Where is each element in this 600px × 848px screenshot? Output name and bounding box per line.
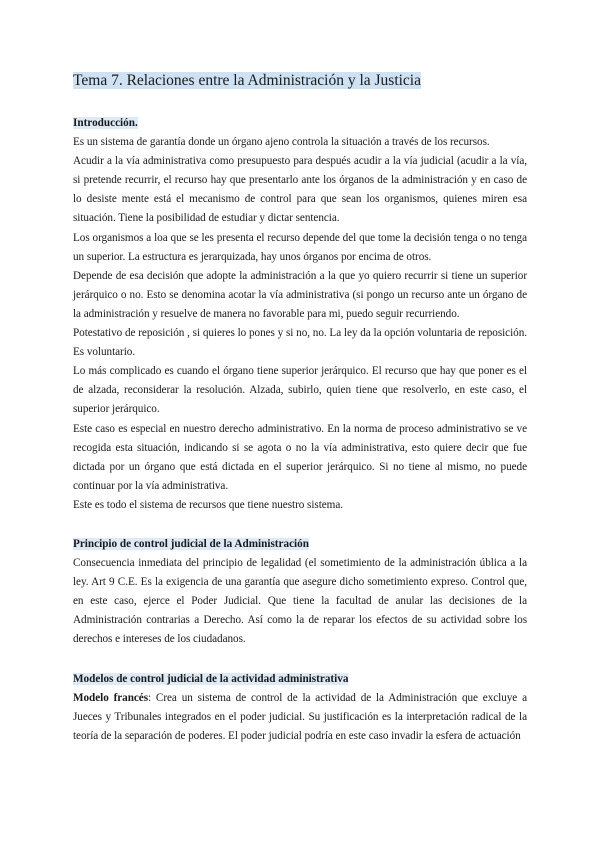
section-heading-modelos: Modelos de control judicial de la actividad administrativa [73, 672, 349, 685]
page-title: Tema 7. Relaciones entre la Administración y la Justicia [73, 72, 421, 89]
intro-paragraph-3: Los organismos a loa que se les presenta el recurso depende del que tome la decisión tenga o no tenga un superior. La estructura es jerarquizada, hay unos órganos por encima de otros. [73, 231, 527, 263]
intro-paragraph-8: Este es todo el sistema de recursos que tiene nuestro sistema. [73, 498, 343, 511]
intro-paragraph-6: Lo más complicado es cuando el órgano tiene superior jerárquico. El recurso que hay que poner es el de alzada, reconsiderar la resolución. Alzada, subirlo, quien tiene que resolverlo, en este caso, el superior jerárquico. [73, 365, 527, 416]
intro-paragraph-5: Potestativo de reposición , si quieres lo pones y si no, no. La ley da la opción voluntaria de reposición. Es voluntario. [73, 327, 527, 359]
modelo-frances-label: Modelo francés [73, 691, 149, 704]
intro-paragraph-7: Este caso es especial en nuestro derecho administrativo. En la norma de proceso administrativo se ve recogida esta situación, indicando si se agota o no la vía administrativa, esto quiere decir que fue dictada por un órgano que está dictada en el superior jerárquico. Si no tiene al mismo, no puede continuar por la vía administrativa. [73, 422, 527, 492]
section-heading-intro: Introducción. [73, 117, 138, 129]
title-block [73, 70, 527, 92]
intro-paragraph-2: Acudir a la vía administrativa como presupuesto para después acudir a la vía judicial (acudir a la vía, si pretende recurrir, el recurso hay que presentarlo ante los órganos de la administración y en caso de lo desiste mente está el mecanismo de control para que sean los organismos, quienes miren esa situación. Tiene la posibilidad de estudiar y dictar sentencia. [73, 155, 527, 225]
modelo-frances-text: : Crea un sistema de control de la actividad de la Administración que excluye a Jueces y Tribunales integrados en el poder judicial. Su justificación es la interpretación radical de la teoría de la separación de poderes. El poder judicial podría en este caso invadir la esfera de actuación [73, 691, 527, 742]
intro-paragraph-4: Depende de esa decisión que adopte la administración a la que yo quiero recurrir si tiene un superior jerárquico o no. Esto se denomina acotar la vía administrativa (si pongo un recurso ante un órgano de la administración y resuelve de manera no favorable para mi, puedo seguir recurriendo. [73, 269, 527, 320]
modelos-paragraph [73, 689, 527, 746]
document-body [73, 70, 527, 746]
section-heading-principio: Principio de control judicial de la Administración [73, 537, 309, 550]
principio-paragraph: Consecuencia inmediata del principio de legalidad (el sometimiento de la administración ública a la ley. Art 9 C.E. Es la exigencia de una garantía que asegure dicho sometimiento expreso. Control que, en este caso, ejerce el Poder Judicial. Que tiene la facultad de anular las decisiones de la Administración contrarias a Derecho. Así como la de reparar los efectos de su actividad sobre los derechos e intereses de los ciudadanos. [73, 557, 527, 646]
intro-paragraph-1: Es un sistema de garantía donde un órgano ajeno controla la situación a través de los recursos. [73, 136, 490, 149]
